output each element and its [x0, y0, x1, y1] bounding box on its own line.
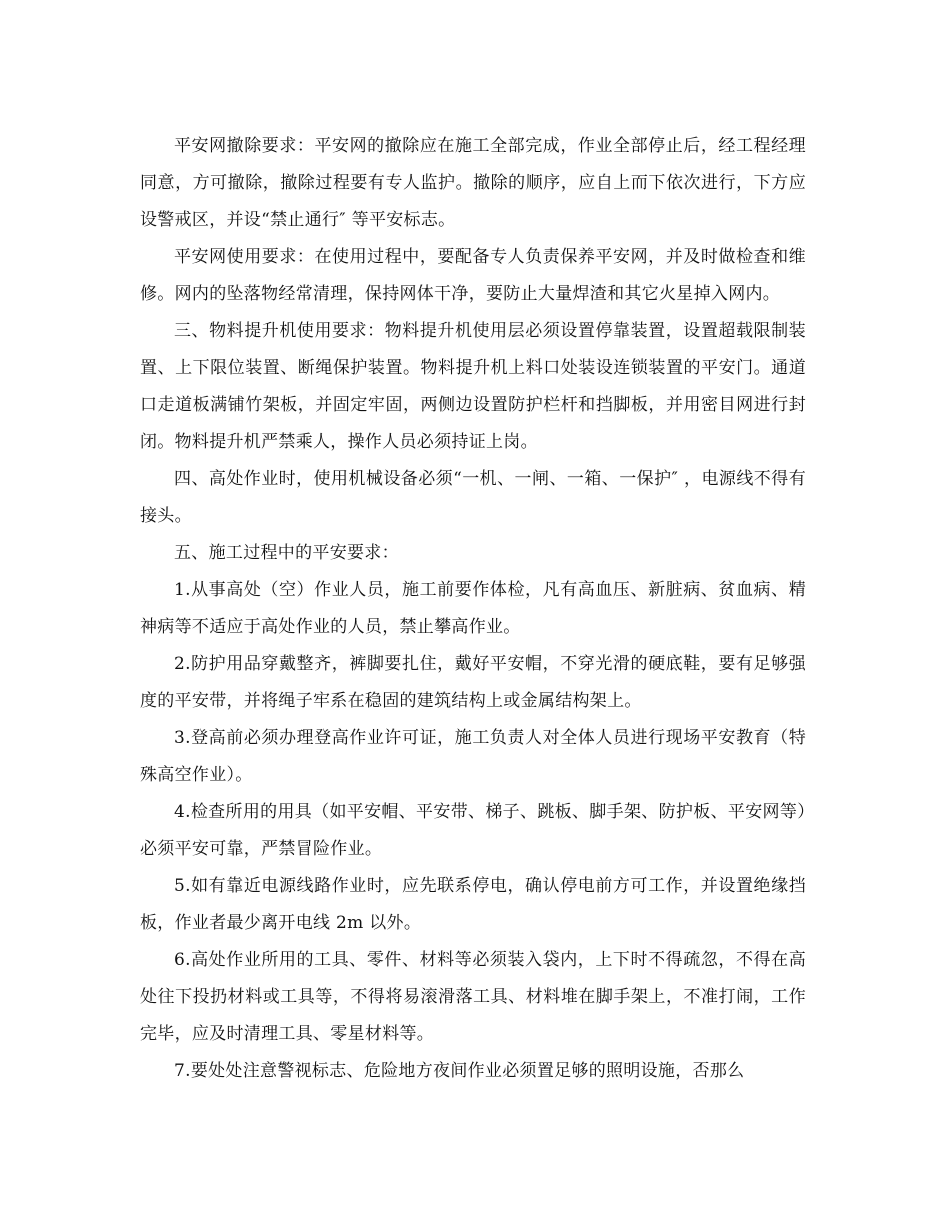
document-page — [140, 128, 806, 1090]
paragraph-material-hoist: 三、物料提升机使用要求：物料提升机使用层必须设置停靠装置，设置超载限制装置、上下限位装置、断绳保护装置。物料提升机上料口处装设连锁装置的平安门。通道口走道板满铺竹架板，并固定牢固，两侧边设置防护栏杆和挡脚板，并用密目网进行封闭。物料提升机严禁乘人，操作人员必须持证上岗。 — [140, 321, 806, 452]
paragraph-item-1: 1.从事高处（空）作业人员，施工前要作体检，凡有高血压、新脏病、贫血病、精神病等不适应于高处作业的人员，禁止攀高作业。 — [140, 580, 806, 637]
paragraph-safety-net-removal: 平安网撤除要求：平安网的撤除应在施工全部完成，作业全部停止后，经工程经理同意，方可撤除，撤除过程要有专人监护。撤除的顺序，应自上而下依次进行，下方应设警戒区，并设“禁止通行″ 等平安标志。 — [140, 136, 806, 230]
paragraph-safety-net-use: 平安网使用要求：在使用过程中，要配备专人负责保养平安网，并及时做检查和维修。网内的坠落物经常清理，保持网体干净，要防止大量焊渣和其它火星掉入网内。 — [140, 247, 806, 304]
paragraph-item-2: 2.防护用品穿戴整齐，裤脚要扎住，戴好平安帽，不穿光滑的硬底鞋，要有足够强度的平安带，并将绳子牢系在稳固的建筑结构上或金属结构架上。 — [140, 654, 806, 711]
paragraph-item-7: 7.要处处注意警视标志、危险地方夜间作业必须置足够的照明设施，否那么 — [174, 1061, 745, 1081]
paragraph-item-4: 4.检查所用的用具（如平安帽、平安带、梯子、跳板、脚手架、防护板、平安网等）必须平安可靠，严禁冒险作业。 — [140, 802, 806, 859]
paragraph-item-5: 5.如有靠近电源线路作业时，应先联系停电，确认停电前方可工作，并设置绝缘挡板，作业者最少离开电线 2m 以外。 — [140, 876, 806, 933]
paragraph-item-6: 6.高处作业所用的工具、零件、材料等必须装入袋内，上下时不得疏忽，不得在高处往下投扔材料或工具等，不得将易滚滑落工具、材料堆在脚手架上，不准打闹，工作完毕，应及时清理工具、零星材料等。 — [140, 950, 806, 1044]
paragraph-section-five-heading: 五、施工过程中的平安要求： — [174, 543, 399, 563]
paragraph-item-3: 3.登高前必须办理登高作业许可证，施工负责人对全体人员进行现场平安教育（特殊高空作业）。 — [140, 728, 806, 785]
paragraph-machinery-requirement: 四、高处作业时，使用机械设备必须“一机、一闸、一箱、一保护″ ，电源线不得有接头。 — [140, 469, 806, 526]
